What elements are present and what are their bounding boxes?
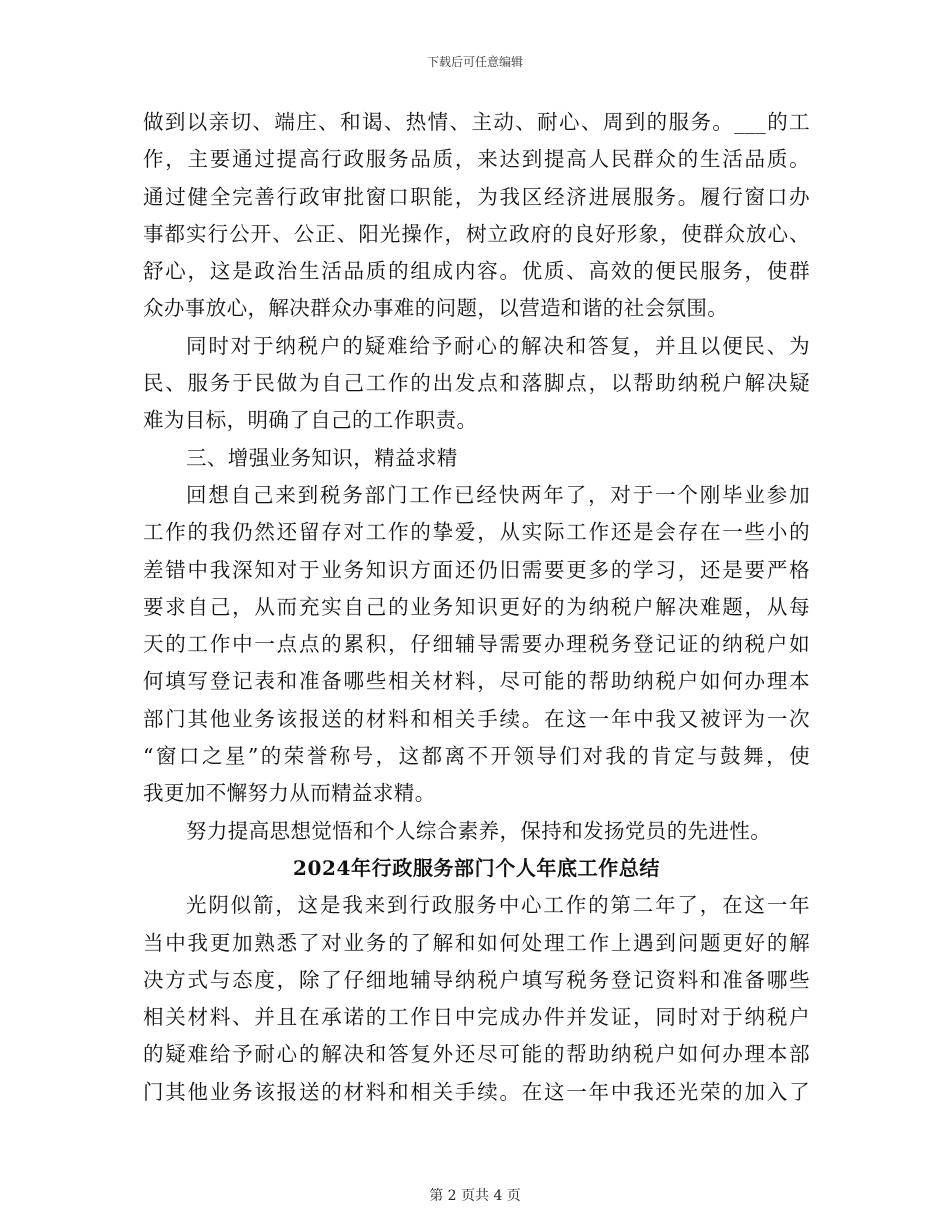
paragraph-line: 决方式与态度，除了仔细地辅导纳税户填写税务登记资料和准备哪些 bbox=[143, 967, 810, 992]
paragraph-line: 部门其他业务该报送的材料和相关手续。在这一年中我又被评为一次 bbox=[143, 706, 810, 731]
paragraph-line: 光阴似箭，这是我来到行政服务中心工作的第二年了，在这一年 bbox=[186, 893, 810, 918]
paragraph-line: 作，主要通过提高行政服务品质，来达到提高人民群众的生活品质。 bbox=[143, 147, 810, 172]
paragraph-line: 当中我更加熟悉了对业务的了解和如何处理工作上遇到问题更好的解 bbox=[143, 930, 810, 955]
paragraph-line: 同时对于纳税户的疑难给予耐心的解决和答复，并且以便民、为 bbox=[186, 333, 810, 358]
page-number: 第 2 页共 4 页 bbox=[429, 1188, 521, 1204]
paragraph-line: 回想自己来到税务部门工作已经快两年了，对于一个刚毕业参加 bbox=[186, 482, 810, 507]
paragraph-line: 差错中我深知对于业务知识方面还仍旧需要更多的学习，还是要严格 bbox=[143, 557, 810, 582]
document-body bbox=[143, 104, 810, 1111]
paragraph-line: 相关材料、并且在承诺的工作日中完成办件并发证，同时对于纳税户 bbox=[143, 1005, 810, 1030]
paragraph-line: 何填写登记表和准备哪些相关材料，尽可能的帮助纳税户如何办理本 bbox=[143, 669, 810, 694]
paragraph-line: 工作的我仍然还留存对工作的挚爱，从实际工作还是会存在一些小的 bbox=[143, 520, 810, 545]
document-title: 2024年行政服务部门个人年底工作总结 bbox=[292, 855, 661, 880]
paragraph-line: 做到以亲切、端庄、和谒、热情、主动、耐心、周到的服务。___的工 bbox=[143, 110, 810, 134]
paragraph-line: 努力提高思想觉悟和个人综合素养，保持和发扬党员的先进性。 bbox=[186, 818, 772, 843]
paragraph-line: 舒心，这是政治生活品质的组成内容。优质、高效的便民服务，使群 bbox=[143, 259, 810, 284]
paragraph-line: 门其他业务该报送的材料和相关手续。在这一年中我还光荣的加入了 bbox=[143, 1079, 810, 1104]
section-heading: 三、增强业务知识，精益求精 bbox=[186, 445, 458, 470]
paragraph-line: “窗口之星”的荣誉称号，这都离不开领导们对我的肯定与鼓舞，使 bbox=[143, 744, 810, 769]
paragraph-line: 的疑难给予耐心的解决和答复外还尽可能的帮助纳税户如何办理本部 bbox=[143, 1042, 810, 1067]
paragraph-line: 难为目标，明确了自己的工作职责。 bbox=[143, 408, 478, 433]
page-header: 下载后可任意编辑 bbox=[426, 55, 523, 69]
paragraph-line: 民、服务于民做为自己工作的出发点和落脚点，以帮助纳税户解决疑 bbox=[143, 371, 810, 396]
paragraph-line: 天的工作中一点点的累积，仔细辅导需要办理税务登记证的纳税户如 bbox=[143, 632, 810, 657]
paragraph-line: 事都实行公开、公正、阳光操作，树立政府的良好形象，使群众放心、 bbox=[143, 221, 810, 246]
paragraph-line: 我更加不懈努力从而精益求精。 bbox=[143, 781, 436, 806]
paragraph-line: 众办事放心，解决群众办事难的问题，以营造和谐的社会氛围。 bbox=[143, 296, 729, 321]
paragraph-line: 通过健全完善行政审批窗口职能，为我区经济进展服务。履行窗口办 bbox=[143, 184, 810, 209]
paragraph-line: 要求自己，从而充实自己的业务知识更好的为纳税户解决难题，从每 bbox=[143, 594, 810, 619]
